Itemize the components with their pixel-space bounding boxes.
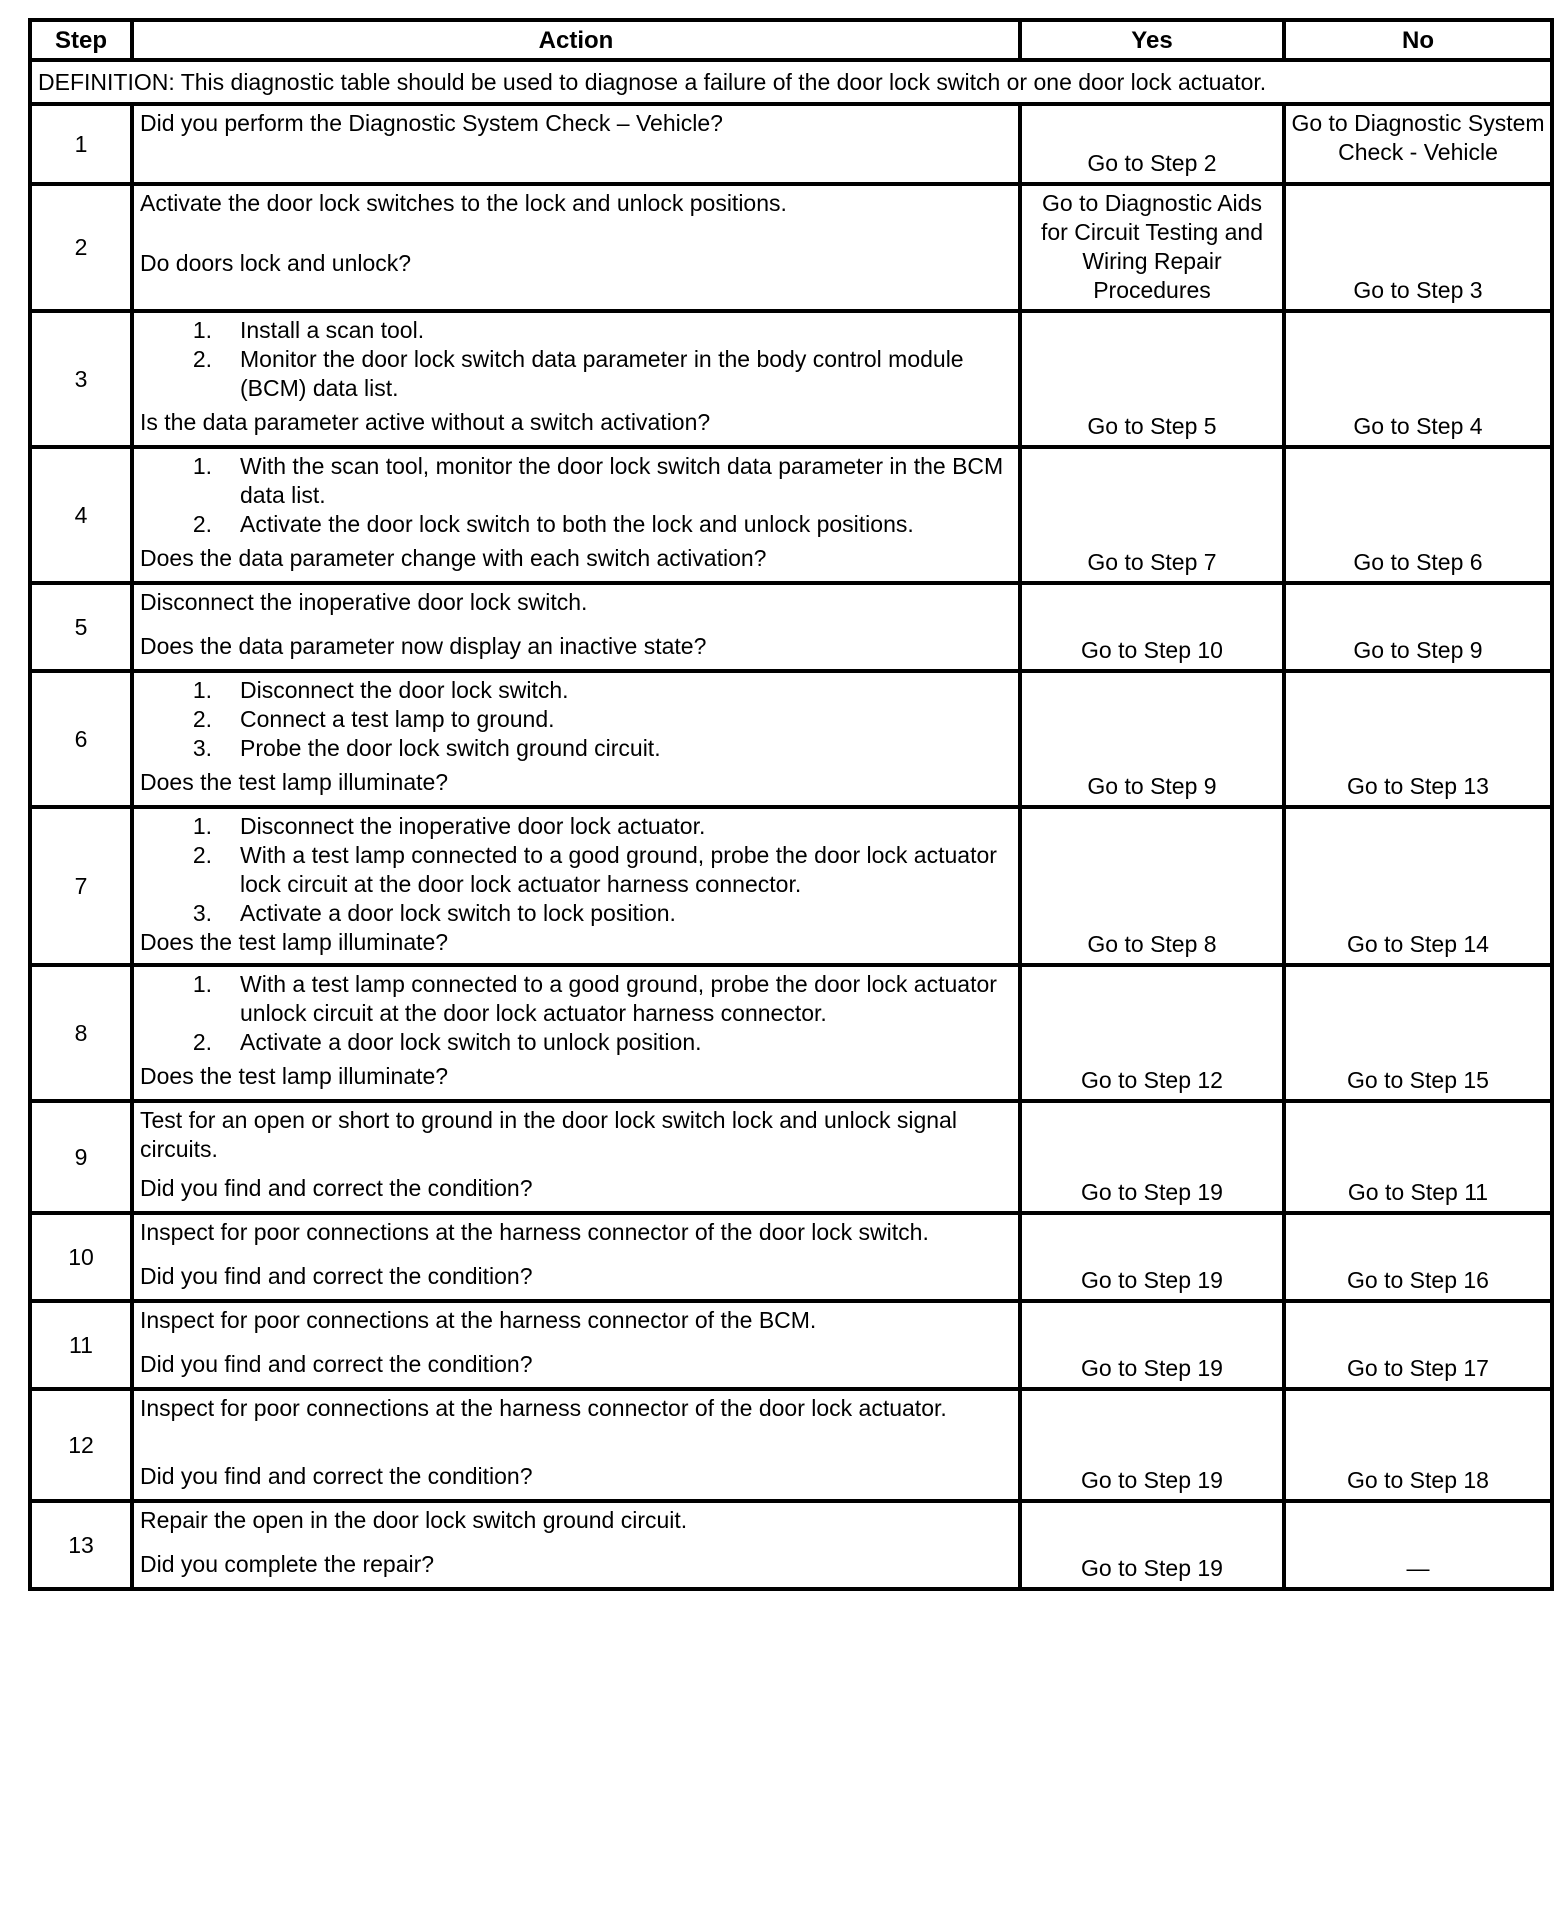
action-step-item: [140, 676, 1014, 705]
yes-result: Go to Step 8: [1020, 807, 1284, 965]
header-action: Action: [132, 20, 1020, 60]
no-result: Go to Step 16: [1284, 1213, 1552, 1301]
action-question: Do doors lock and unlock?: [140, 250, 412, 276]
action-step-text: Activate a door lock switch to unlock position.: [240, 1029, 702, 1055]
header-row: [30, 20, 1552, 60]
step-number: 7: [30, 807, 132, 965]
action-content: [140, 109, 1014, 174]
no-result: Go to Step 13: [1284, 671, 1552, 807]
action-content: [140, 316, 1014, 437]
action-step-item: [140, 812, 1014, 841]
yes-result: Go to Step 10: [1020, 583, 1284, 671]
yes-result: Go to Step 12: [1020, 965, 1284, 1101]
action-cell: [132, 104, 1020, 184]
action-intro: Test for an open or short to ground in the door lock switch lock and unlock signal circuits.: [140, 1107, 957, 1162]
table-row: [30, 1501, 1552, 1589]
action-step-number: 1.: [192, 971, 212, 997]
action-step-number: 2.: [192, 346, 212, 372]
action-step-number: 1.: [192, 317, 212, 343]
action-cell: [132, 1389, 1020, 1501]
yes-result: Go to Step 2: [1020, 104, 1284, 184]
action-step-text: Probe the door lock switch ground circuit.: [240, 735, 661, 761]
action-cell: [132, 311, 1020, 447]
action-step-number: 1.: [192, 453, 212, 479]
definition-row: [30, 60, 1552, 104]
action-step-item: [140, 452, 1014, 510]
table-row: [30, 1301, 1552, 1389]
action-step-number: 3.: [192, 900, 212, 926]
definition-text: DEFINITION: This diagnostic table should be used to diagnose a failure of the door lock switch or one door lock actuator.: [30, 60, 1552, 104]
action-question: Did you find and correct the condition?: [140, 1351, 533, 1377]
no-result: —: [1284, 1501, 1552, 1589]
action-cell: [132, 1101, 1020, 1213]
action-step-text: Disconnect the inoperative door lock actuator.: [240, 813, 706, 839]
action-top: [140, 189, 1014, 218]
action-question: Does the data parameter change with each switch activation?: [140, 545, 767, 571]
action-cell: [132, 583, 1020, 671]
action-cell: [132, 807, 1020, 965]
no-result: Go to Diagnostic System Check - Vehicle: [1284, 104, 1552, 184]
action-step-item: [140, 970, 1014, 1028]
action-question: Does the test lamp illuminate?: [140, 929, 449, 955]
step-number: 13: [30, 1501, 132, 1589]
table-row: [30, 965, 1552, 1101]
action-question: Is the data parameter active without a switch activation?: [140, 409, 711, 435]
action-intro: Inspect for poor connections at the harness connector of the door lock switch.: [140, 1219, 929, 1245]
yes-result: Go to Step 9: [1020, 671, 1284, 807]
no-result: Go to Step 3: [1284, 184, 1552, 311]
action-step-text: With the scan tool, monitor the door lock switch data parameter in the BCM data list.: [240, 453, 1004, 508]
action-intro: Disconnect the inoperative door lock switch.: [140, 589, 588, 615]
table-row: [30, 104, 1552, 184]
action-step-item: [140, 841, 1014, 899]
action-step-number: 2.: [192, 511, 212, 537]
table-row: [30, 184, 1552, 311]
action-top: [140, 1106, 1014, 1164]
action-step-number: 1.: [192, 813, 212, 839]
action-question: Does the test lamp illuminate?: [140, 769, 449, 795]
action-question: Did you find and correct the condition?: [140, 1175, 533, 1201]
no-result: Go to Step 11: [1284, 1101, 1552, 1213]
action-top: [140, 452, 1014, 539]
action-step-item: [140, 705, 1014, 734]
step-number: 12: [30, 1389, 132, 1501]
action-step-text: Activate a door lock switch to lock position.: [240, 900, 676, 926]
action-cell: [132, 184, 1020, 311]
action-cell: [132, 1213, 1020, 1301]
no-result: Go to Step 14: [1284, 807, 1552, 965]
action-content: [140, 189, 1014, 278]
yes-result: Go to Step 19: [1020, 1213, 1284, 1301]
action-top: [140, 1394, 1014, 1423]
action-question: Does the data parameter now display an inactive state?: [140, 633, 707, 659]
step-number: 9: [30, 1101, 132, 1213]
table-row: [30, 1389, 1552, 1501]
action-steps-list: [140, 970, 1014, 1057]
action-content: [140, 1106, 1014, 1203]
action-cell: [132, 1301, 1020, 1389]
action-intro: Did you perform the Diagnostic System Check – Vehicle?: [140, 110, 723, 136]
step-number: 11: [30, 1301, 132, 1389]
no-result: Go to Step 15: [1284, 965, 1552, 1101]
action-step-item: [140, 734, 1014, 763]
step-number: 4: [30, 447, 132, 583]
action-cell: [132, 447, 1020, 583]
action-step-text: Monitor the door lock switch data parameter in the body control module (BCM) data list.: [240, 346, 964, 401]
action-cell: [132, 671, 1020, 807]
step-number: 1: [30, 104, 132, 184]
action-content: [140, 970, 1014, 1091]
action-step-text: Activate the door lock switch to both the lock and unlock positions.: [240, 511, 914, 537]
action-content: [140, 1394, 1014, 1491]
no-result: Go to Step 17: [1284, 1301, 1552, 1389]
step-number: 3: [30, 311, 132, 447]
yes-result: Go to Step 19: [1020, 1101, 1284, 1213]
action-step-item: [140, 345, 1014, 403]
step-number: 5: [30, 583, 132, 671]
action-steps-list: [140, 812, 1014, 928]
action-step-item: [140, 899, 1014, 928]
action-question: Did you find and correct the condition?: [140, 1463, 533, 1489]
action-top: [140, 588, 1014, 617]
action-step-text: Install a scan tool.: [240, 317, 425, 343]
action-step-item: [140, 510, 1014, 539]
action-cell: [132, 1501, 1020, 1589]
action-question: Did you complete the repair?: [140, 1551, 435, 1577]
action-top: [140, 812, 1014, 928]
action-step-number: 2.: [192, 1029, 212, 1055]
table-row: [30, 1213, 1552, 1301]
no-result: Go to Step 4: [1284, 311, 1552, 447]
action-content: [140, 1506, 1014, 1579]
action-content: [140, 676, 1014, 797]
action-step-item: [140, 1028, 1014, 1057]
action-top: [140, 1506, 1014, 1535]
header-step: Step: [30, 20, 132, 60]
table-row: [30, 671, 1552, 807]
table-row: [30, 583, 1552, 671]
action-top: [140, 676, 1014, 763]
action-question: Does the test lamp illuminate?: [140, 1063, 449, 1089]
table-row: [30, 807, 1552, 965]
action-intro: Inspect for poor connections at the harness connector of the door lock actuator.: [140, 1395, 947, 1421]
table-row: [30, 447, 1552, 583]
action-steps-list: [140, 316, 1014, 403]
action-top: [140, 970, 1014, 1057]
action-top: [140, 1218, 1014, 1247]
action-steps-list: [140, 452, 1014, 539]
action-cell: [132, 965, 1020, 1101]
action-content: [140, 812, 1014, 955]
table-row: [30, 1101, 1552, 1213]
action-intro: Inspect for poor connections at the harness connector of the BCM.: [140, 1307, 817, 1333]
action-content: [140, 1218, 1014, 1291]
step-number: 6: [30, 671, 132, 807]
action-step-text: With a test lamp connected to a good ground, probe the door lock actuator lock circuit at the door lock actuator harness connector.: [240, 842, 997, 897]
yes-result: Go to Step 19: [1020, 1301, 1284, 1389]
step-number: 2: [30, 184, 132, 311]
yes-result: Go to Step 5: [1020, 311, 1284, 447]
action-steps-list: [140, 676, 1014, 763]
action-step-number: 2.: [192, 842, 212, 868]
action-step-number: 3.: [192, 735, 212, 761]
header-yes: Yes: [1020, 20, 1284, 60]
diagnostic-table: [28, 18, 1554, 1591]
action-content: [140, 1306, 1014, 1379]
action-question: Did you find and correct the condition?: [140, 1263, 533, 1289]
action-top: [140, 109, 1014, 138]
yes-result: Go to Step 19: [1020, 1501, 1284, 1589]
action-content: [140, 588, 1014, 661]
step-number: 10: [30, 1213, 132, 1301]
action-top: [140, 1306, 1014, 1335]
action-step-text: Connect a test lamp to ground.: [240, 706, 555, 732]
action-content: [140, 452, 1014, 573]
action-step-number: 2.: [192, 706, 212, 732]
yes-result: Go to Step 7: [1020, 447, 1284, 583]
action-intro: Activate the door lock switches to the lock and unlock positions.: [140, 190, 787, 216]
action-step-item: [140, 316, 1014, 345]
no-result: Go to Step 9: [1284, 583, 1552, 671]
table-row: [30, 311, 1552, 447]
no-result: Go to Step 18: [1284, 1389, 1552, 1501]
action-intro: Repair the open in the door lock switch ground circuit.: [140, 1507, 688, 1533]
action-step-text: Disconnect the door lock switch.: [240, 677, 569, 703]
no-result: Go to Step 6: [1284, 447, 1552, 583]
action-step-number: 1.: [192, 677, 212, 703]
action-step-text: With a test lamp connected to a good ground, probe the door lock actuator unlock circuit at the door lock actuator harness connector.: [240, 971, 997, 1026]
header-no: No: [1284, 20, 1552, 60]
action-top: [140, 316, 1014, 403]
yes-result: Go to Diagnostic Aids for Circuit Testing and Wiring Repair Procedures: [1020, 184, 1284, 311]
step-number: 8: [30, 965, 132, 1101]
yes-result: Go to Step 19: [1020, 1389, 1284, 1501]
